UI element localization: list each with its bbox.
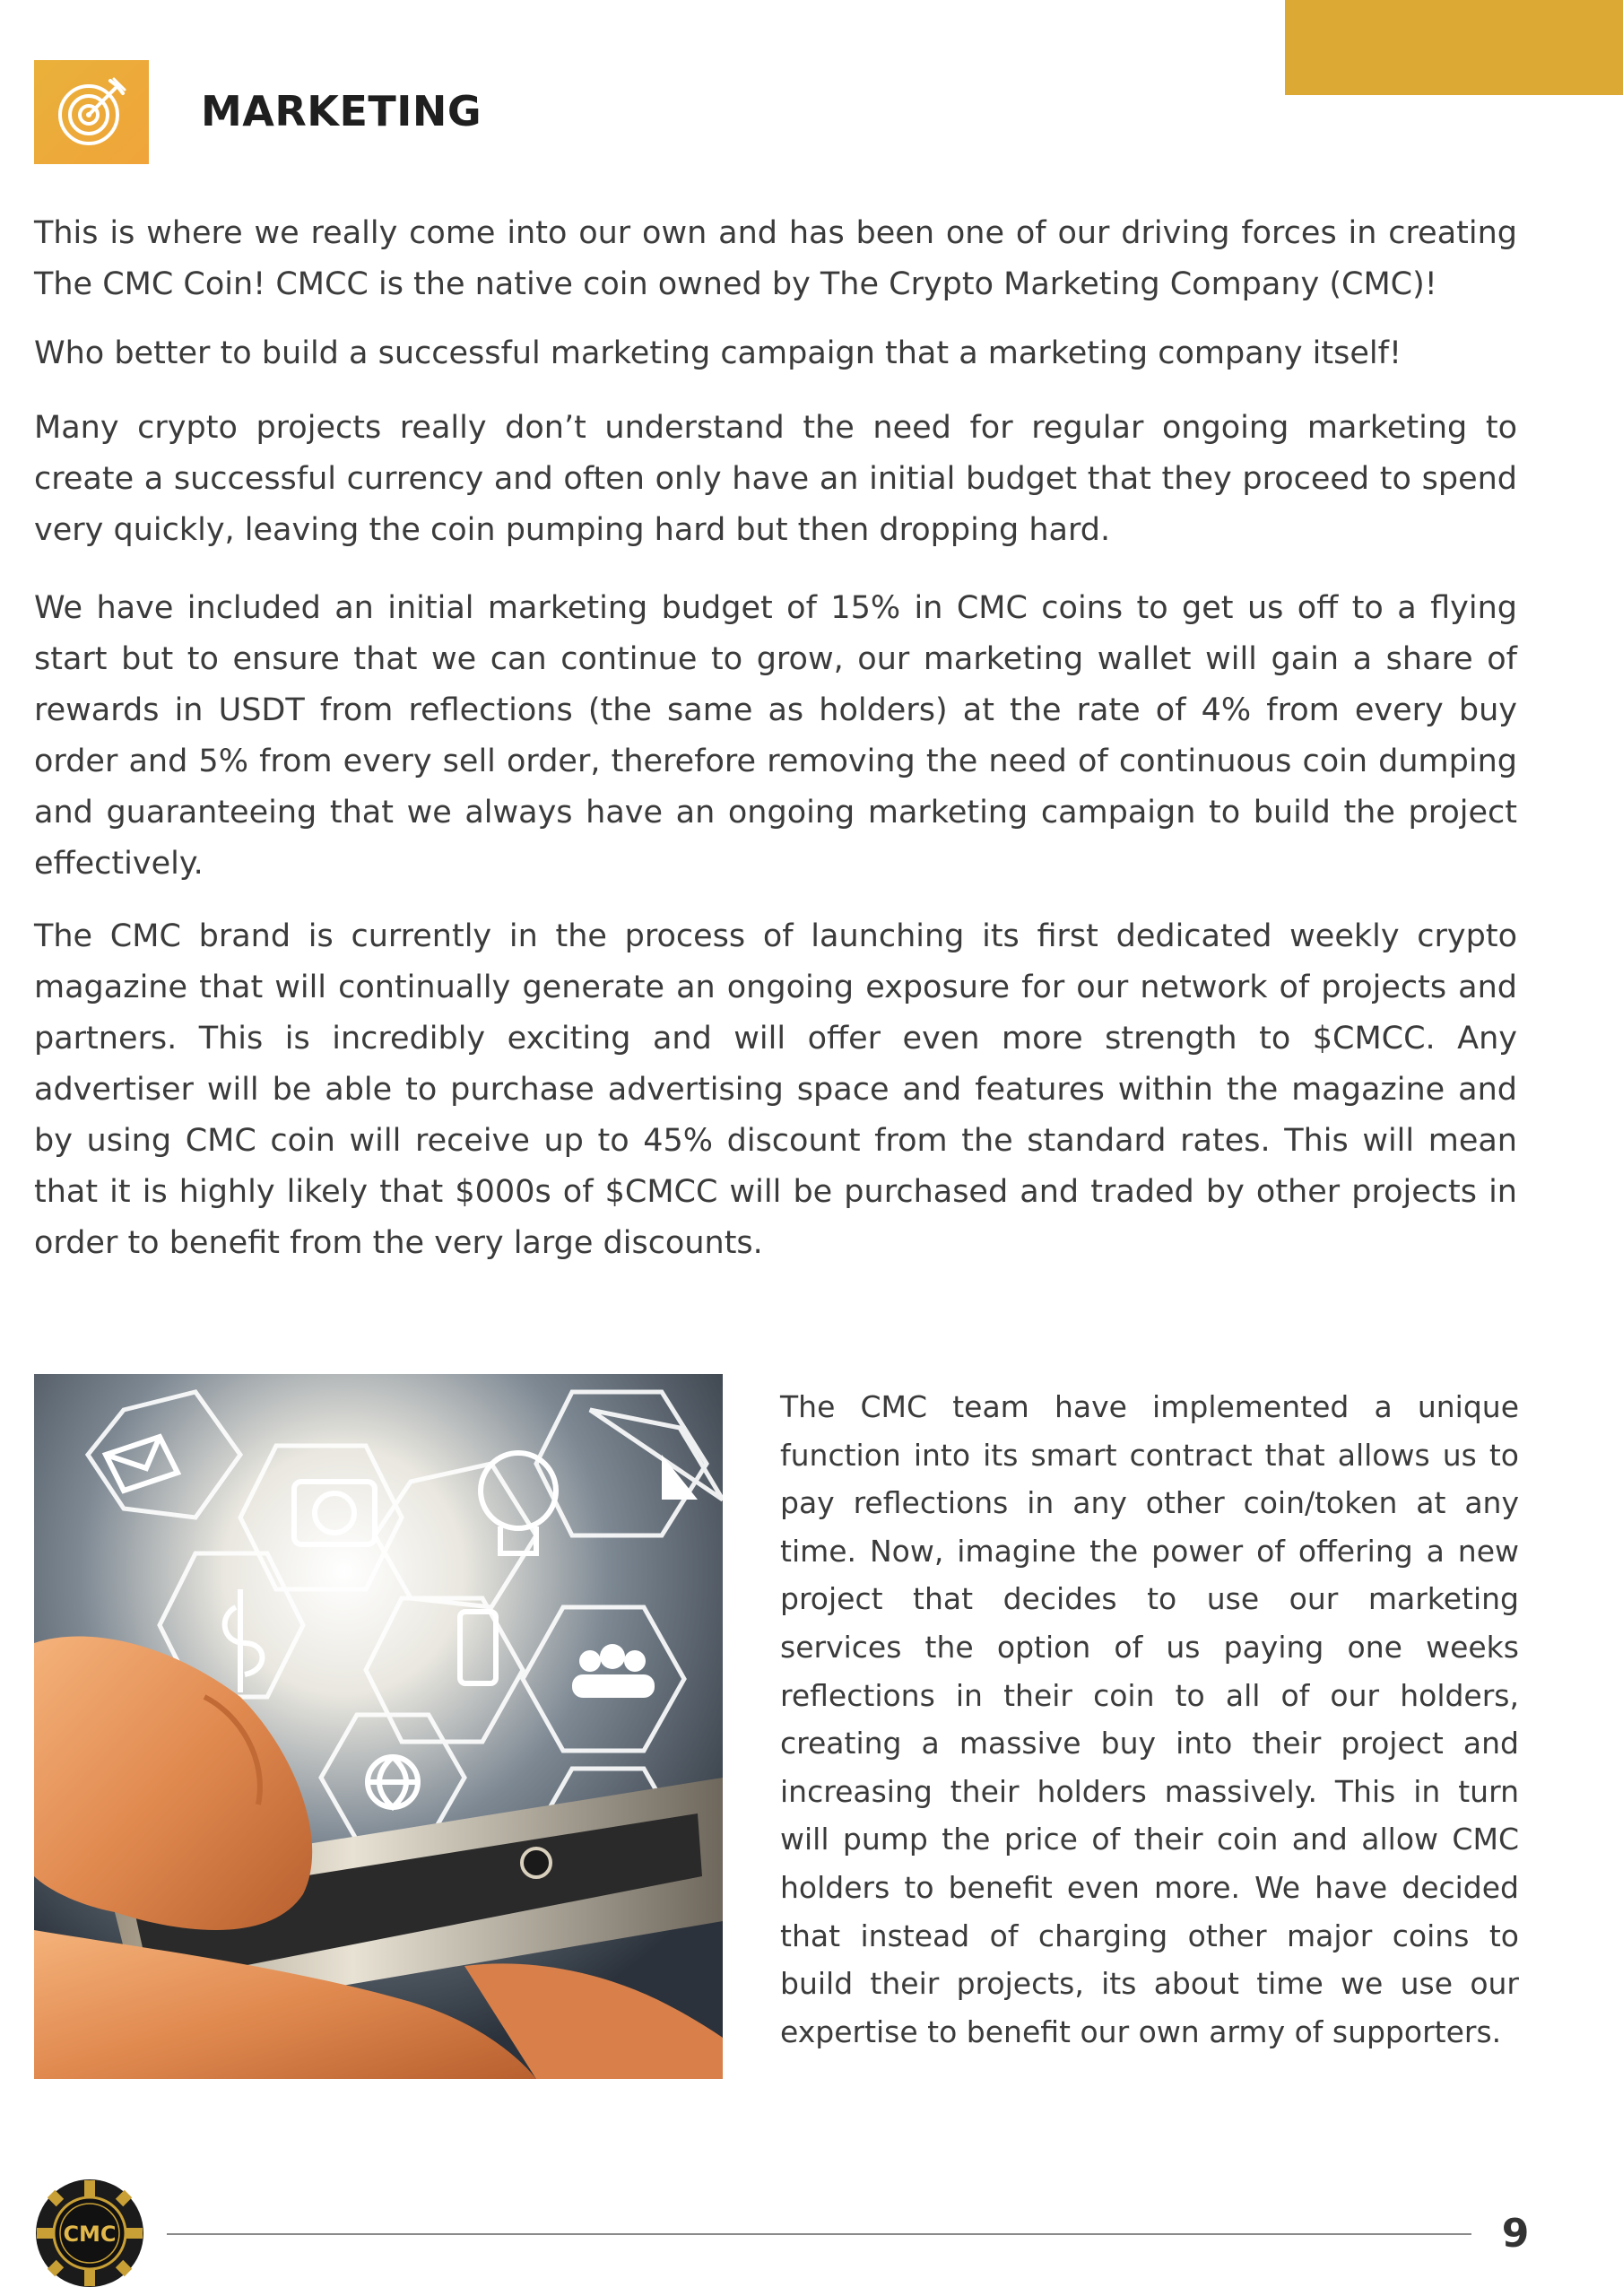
target-icon	[34, 60, 149, 164]
paragraph-marketing-budget: We have included an initial marketing budget of 15% in CMC coins to get us off to a flying start but to ensure that we can continue to grow, our marketing wallet will gain a share of rewards in USDT from reflections (the same as holders) at the rate of 4% from every buy order and 5% from every sell order, therefore removing the need of continuous coin dumping and guaranteeing that we always have an ongoing marketing campaign to build the project effectively.	[34, 590, 1517, 882]
logo-text: CMC	[63, 2222, 117, 2247]
cmc-coin-logo	[34, 2178, 145, 2289]
paragraph-magazine: The CMC brand is currently in the process of launching its first dedicated weekly crypto magazine that will continually generate an ongoing exposure for our network of projects and partners. This is incredibly exciting and will offer even more strength to $CMCC. Any advertiser will be able to purchase advertising space and features within the magazine and by using CMC coin will receive up to 45% discount from the standard rates. This will mean that it is highly likely that $000s of $CMCC will be purchased and traded by other projects in order to benefit from the very large discounts.	[34, 918, 1517, 1261]
body-text	[34, 208, 1517, 1287]
smartphone-network-icons-photo	[34, 1374, 723, 2079]
paragraph-intro: This is where we really come into our own and has been one of our driving forces in creating The CMC Coin! CMCC is the native coin owned by The Crypto Marketing Company (CMC)!	[34, 215, 1517, 302]
paragraph-crypto-projects: Many crypto projects really don’t understand the need for regular ongoing marketing to create a successful currency and often only have an initial budget that they proceed to spend very quickly, leaving the coin pumping hard but then dropping hard.	[34, 410, 1517, 548]
footer-divider	[167, 2233, 1471, 2235]
page-title: MARKETING	[201, 87, 482, 135]
page-number: 9	[1501, 2211, 1530, 2257]
paragraph-who-better: Who better to build a successful marketing campaign that a marketing company itself!	[34, 335, 1402, 371]
side-paragraph: The CMC team have implemented a unique function into its smart contract that allows us to pay reflections in any other coin/token at any time. Now, imagine the power of offering a new project that decides to use our marketing services the option of us paying one weeks reflections in their coin to all of our holders, creating a massive buy into their project and increasing their holders massively. This in turn will pump the price of their coin and allow CMC holders to benefit even more. We have decided that instead of charging other major coins to build their projects, its about time we use our expertise to benefit our own army of supporters.	[780, 1389, 1519, 2049]
corner-accent-bar	[1285, 0, 1623, 95]
